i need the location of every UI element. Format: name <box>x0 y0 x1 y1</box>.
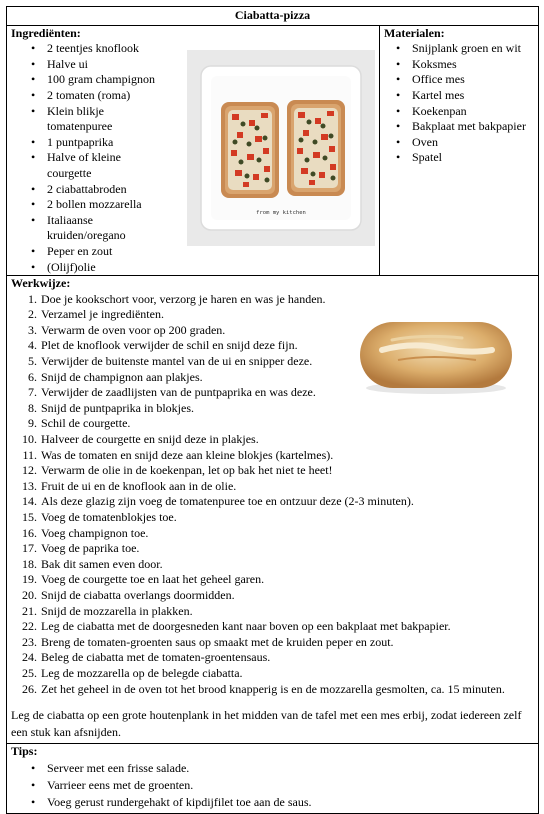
material-item: • Oven <box>376 135 534 151</box>
step-text: Snijd de ciabatta overlangs doormidden. <box>41 587 235 602</box>
step-text: Fruit de ui en de knoflook aan in de olie. <box>41 478 237 493</box>
step-text: Verwijder de buitenste mantel van de ui en snipper deze. <box>41 354 313 369</box>
method-step <box>11 619 534 635</box>
material-item: • Bakplaat met bakpapier <box>376 119 534 135</box>
tips-list <box>11 760 534 811</box>
tip-item: • Serveer met een frisse salade. <box>11 760 534 777</box>
ingredient-item: • Klein blikje tomatenpuree <box>11 104 161 135</box>
step-number: 3. <box>28 322 37 337</box>
step-number: 19. <box>22 572 37 587</box>
ingredient-item: • 2 teentjes knoflook <box>11 41 161 57</box>
recipe-title: Ciabatta-pizza <box>7 7 539 26</box>
method-step <box>11 572 534 588</box>
method-cell <box>7 276 539 744</box>
step-number: 6. <box>28 369 37 384</box>
ingredient-item: • Halve ui <box>11 57 161 73</box>
method-step <box>11 432 534 448</box>
step-text: Zet het geheel in de oven tot het brood knapperig is en de mozzarella gesmolten, ca. 15 minuten. <box>41 681 505 696</box>
ingredient-item: • 2 tomaten (roma) <box>11 88 161 104</box>
step-number: 15. <box>22 510 37 524</box>
method-step <box>11 604 534 620</box>
material-item: • Kartel mes <box>376 88 534 104</box>
method-step <box>11 323 534 339</box>
step-number: 13. <box>22 478 37 493</box>
step-text: Bak dit samen even door. <box>41 556 163 571</box>
ingredient-item: • (Olijf)olie <box>11 260 161 276</box>
materials-header: Materialen: <box>384 25 445 40</box>
step-number: 9. <box>28 416 37 431</box>
method-step <box>11 354 534 370</box>
method-step <box>11 541 534 557</box>
step-number: 8. <box>28 400 37 415</box>
tip-item: • Voeg gerust rundergehakt of kipdijfilet toe aan de saus. <box>11 794 534 811</box>
step-number: 2. <box>28 307 37 322</box>
step-text: Was de tomaten en snijd deze aan kleine blokjes (kartelmes). <box>41 447 334 462</box>
step-number: 14. <box>22 494 37 509</box>
method-step <box>11 307 534 323</box>
step-number: 26. <box>22 681 37 696</box>
ingredient-item: • 2 bollen mozzarella <box>11 197 161 213</box>
method-step <box>11 682 534 698</box>
step-number: 24. <box>22 650 37 665</box>
method-step <box>11 370 534 386</box>
step-number: 11. <box>22 447 37 462</box>
tips-header: Tips: <box>11 744 38 759</box>
step-number: 5. <box>28 354 37 369</box>
step-text: Voeg champignon toe. <box>41 525 149 540</box>
material-item: • Snijplank groen en wit <box>376 41 534 57</box>
step-text: Als deze glazig zijn voeg de tomatenpuree toe en ontzuur deze (2-3 minuten). <box>41 494 414 509</box>
ingredient-item: • Italiaanse kruiden/oregano <box>11 213 161 244</box>
material-item: • Koekenpan <box>376 104 534 120</box>
step-text: Leg de ciabatta met de doorgesneden kant naar boven op een bakplaat met bakpapier. <box>41 619 451 634</box>
method-step <box>11 557 534 573</box>
step-text: Beleg de ciabatta met de tomaten-groentensaus. <box>41 650 271 665</box>
step-number: 1. <box>28 291 37 306</box>
ingredient-item: • 1 puntpaprika <box>11 135 161 151</box>
ingredients-list <box>11 41 161 275</box>
step-text: Voeg de courgette toe en laat het geheel garen. <box>41 572 265 587</box>
step-number: 10. <box>22 432 37 447</box>
method-step <box>11 401 534 417</box>
materials-cell <box>380 25 539 276</box>
ingredients-cell <box>7 25 380 276</box>
step-text: Halveer de courgette en snijd deze in plakjes. <box>41 432 259 447</box>
step-text: Breng de tomaten-groenten saus op smaakt met de kruiden peper en zout. <box>41 634 394 649</box>
ingredient-item: • 2 ciabattabroden <box>11 182 161 198</box>
method-step <box>11 510 534 526</box>
step-text: Voeg de paprika toe. <box>41 541 140 556</box>
step-number: 12. <box>22 463 37 478</box>
step-text: Schil de courgette. <box>41 416 131 431</box>
method-step <box>11 463 534 479</box>
method-step <box>11 650 534 666</box>
ingredient-item: • 100 gram champignon <box>11 72 161 88</box>
method-step <box>11 338 534 354</box>
material-item: • Spatel <box>376 150 534 166</box>
method-step <box>11 479 534 495</box>
pizza-photo <box>187 50 375 246</box>
ingredient-item: • Peper en zout <box>11 244 161 260</box>
step-number: 7. <box>28 385 37 400</box>
method-step <box>11 635 534 651</box>
method-step <box>11 526 534 542</box>
step-text: Snijd de mozzarella in plakken. <box>41 603 193 618</box>
step-number: 16. <box>22 525 37 540</box>
step-number: 18. <box>22 556 37 571</box>
step-number: 23. <box>22 634 37 649</box>
step-text: Verzamel je ingrediënten. <box>41 307 164 322</box>
step-text: Verwarm de oven voor op 200 graden. <box>41 322 226 337</box>
material-item: • Office mes <box>376 72 534 88</box>
step-text: Verwarm de olie in de koekenpan, let op bak het niet te heet! <box>41 463 333 478</box>
step-number: 22. <box>22 619 37 634</box>
step-text: Snijd de champignon aan plakjes. <box>41 369 203 384</box>
method-step <box>11 494 534 510</box>
tip-item: • Varrieer eens met de groenten. <box>11 777 534 794</box>
photo-caption: from my kitchen <box>256 209 306 216</box>
method-step <box>11 385 534 401</box>
method-step <box>11 448 534 464</box>
step-number: 17. <box>22 541 37 556</box>
step-text: Leg de mozzarella op de belegde ciabatta. <box>41 665 243 680</box>
step-number: 25. <box>22 665 37 680</box>
step-number: 21. <box>22 603 37 618</box>
method-step <box>11 588 534 604</box>
materials-list <box>376 41 534 166</box>
tips-cell <box>7 744 539 814</box>
closing-paragraph: Leg de ciabatta op een grote houtenplank in het midden van de tafel met een mes erbij, zodat iedereen zelf een stuk kan afsnijden. <box>11 708 522 740</box>
method-steps <box>11 292 534 697</box>
method-header: Werkwijze: <box>11 276 71 291</box>
step-text: Verwijder de zaadlijsten van de puntpaprika en was deze. <box>41 385 316 400</box>
recipe-table <box>6 6 539 814</box>
material-item: • Koksmes <box>376 57 534 73</box>
ingredient-item: • Halve of kleine courgette <box>11 150 161 181</box>
ingredients-header: Ingrediënten: <box>11 25 81 40</box>
method-step <box>11 416 534 432</box>
method-step <box>11 292 534 308</box>
step-number: 4. <box>28 338 37 353</box>
recipe-document <box>6 6 538 814</box>
step-text: Doe je kookschort voor, verzorg je haren en was je handen. <box>41 291 326 306</box>
step-text: Plet de knoflook verwijder de schil en snijd deze fijn. <box>41 338 298 353</box>
method-step <box>11 666 534 682</box>
step-text: Voeg de tomatenblokjes toe. <box>41 510 177 524</box>
step-number: 20. <box>22 587 37 602</box>
step-text: Snijd de puntpaprika in blokjes. <box>41 400 194 415</box>
